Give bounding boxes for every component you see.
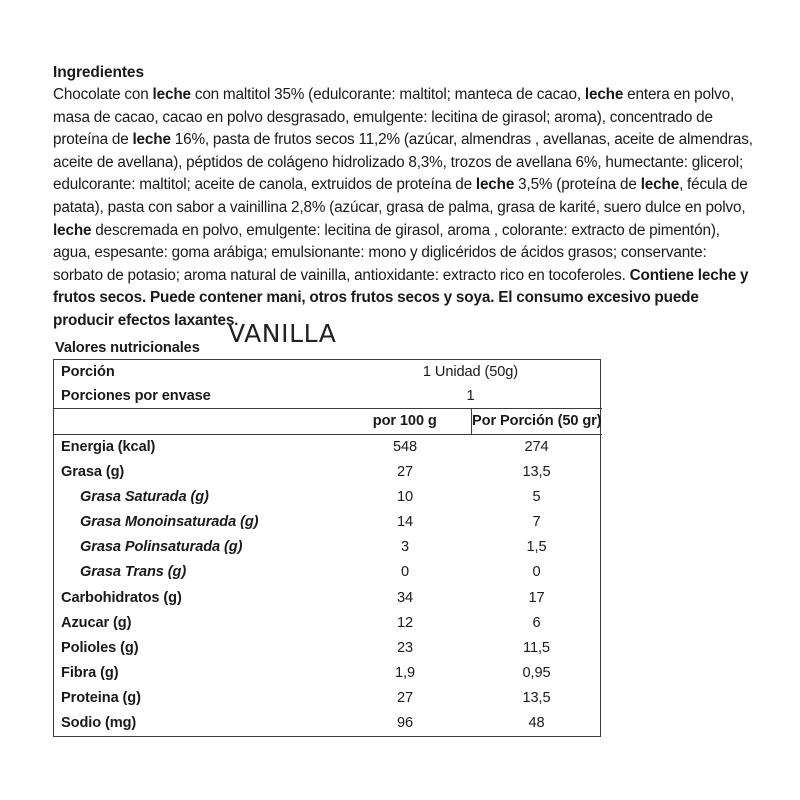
nutrient-row [54, 636, 602, 661]
flavor-name: VANILLA [228, 319, 337, 348]
nutrient-value-per-portion: 17 [528, 589, 545, 606]
nutrient-row [54, 485, 602, 510]
nutrient-row [54, 686, 602, 711]
nutrient-label: Carbohidratos (g) [61, 589, 182, 606]
nutrient-label: Grasa Saturada (g) [80, 489, 209, 506]
serving-label-porciones-por-envase: Porciones por envase [61, 388, 211, 404]
nutrient-value-per-portion: 11,5 [523, 639, 550, 656]
nutrient-row [54, 560, 602, 585]
serving-label-porcion: Porción [61, 364, 115, 380]
nutrient-row [54, 460, 602, 485]
serving-row-porciones-por-envase [54, 384, 602, 409]
nutrient-row [54, 661, 602, 686]
nutrient-value-per-100g: 27 [396, 464, 414, 481]
nutrient-label: Sodio (mg) [61, 715, 137, 732]
nutrient-value-per-100g: 3 [400, 539, 410, 556]
nutrient-value-per-100g: 12 [396, 614, 414, 631]
nutrient-label: Grasa Monoinsaturada (g) [80, 514, 259, 531]
nutrient-value-per-portion: 13,5 [522, 464, 551, 481]
nutrition-facts-table [53, 359, 601, 737]
nutrient-row [54, 711, 602, 736]
column-header-blank [54, 409, 339, 435]
nutrient-value-per-portion: 6 [532, 614, 541, 631]
nutrient-label: Grasa (g) [61, 464, 125, 481]
nutrient-value-per-100g: 10 [396, 489, 414, 506]
nutrient-value-per-100g: 27 [396, 689, 414, 706]
nutrition-table-body [54, 360, 602, 736]
nutrient-row [54, 586, 602, 611]
nutrient-value-per-portion: 48 [528, 715, 545, 732]
nutrient-value-per-100g: 96 [396, 715, 414, 732]
nutrient-value-per-100g: 1,9 [395, 664, 415, 681]
serving-row-porcion [54, 360, 602, 384]
serving-value-porcion: 1 Unidad (50g) [422, 364, 519, 380]
nutrient-label: Polioles (g) [61, 639, 139, 656]
nutrient-value-per-portion: 5 [532, 489, 541, 506]
nutrient-value-per-100g: 14 [396, 514, 414, 531]
nutrient-value-per-portion: 0,95 [522, 664, 551, 681]
ingredients-text: Chocolate con leche con maltitol 35% (edulcorante: maltitol; manteca de cacao, leche entera en polvo, masa de cacao, cacao en polvo desgrasado, emulgente: lecitina de girasol; aroma), concentrado de proteína de leche 16%, pasta de frutos secos 11,2% (azúcar, almendras , avellanas, aceite de almendras, aceite de avellana), péptidos de colágeno hidrolizado 8,3%, trozos de avellana 6%, humectante: glicerol; edulcorante: maltitol; aceite de canola, extruidos de proteína de leche 3,5% (proteína de leche, fécula de patata), pasta con sabor a vainillina 2,8% (azúcar, grasa de palma, grasa de karité, suero dulce en polvo, leche descremada en polvo, emulgente: lecitina de girasol, aroma , colorante: extracto de pimentón), agua, espesante: goma arábiga; emulsionante: mono y diglicéridos de ácidos grasos; conservante: sorbato de potasio; aroma natural de vainilla, antioxidante: extracto rico en tocoferoles. Contiene leche y frutos secos. Puede contener mani, otros frutos secos y soya. El consumo excesivo puede producir efectos laxantes. [53, 86, 753, 329]
nutrient-label: Energia (kcal) [61, 439, 156, 455]
nutrient-value-per-100g: 23 [396, 639, 414, 656]
nutrient-row [54, 435, 602, 460]
nutrient-value-per-100g: 34 [396, 589, 414, 606]
nutrition-table-grid [54, 360, 602, 736]
nutrient-label: Grasa Trans (g) [80, 564, 187, 581]
nutrient-label: Fibra (g) [61, 664, 119, 681]
serving-value-porciones-por-envase: 1 [466, 388, 475, 404]
column-header-row [54, 409, 602, 435]
nutrient-label: Azucar (g) [61, 614, 132, 631]
nutrient-value-per-100g: 548 [392, 439, 418, 455]
nutrient-value-per-100g: 0 [400, 564, 410, 581]
nutrient-value-per-portion: 13,5 [522, 689, 551, 706]
column-header-per-100g: por 100 g [372, 413, 437, 429]
nutrient-row [54, 611, 602, 636]
nutrient-label: Proteina (g) [61, 689, 141, 706]
nutrient-row [54, 535, 602, 560]
ingredients-heading: Ingredientes [53, 64, 144, 81]
nutrient-row [54, 510, 602, 535]
nutrient-value-per-portion: 7 [532, 514, 541, 531]
nutrient-value-per-portion: 1,5 [526, 539, 547, 556]
ingredients-section [53, 62, 753, 333]
nutrient-label: Grasa Polinsaturada (g) [80, 539, 243, 556]
column-header-per-portion: Por Porción (50 gr) [471, 409, 602, 435]
nutrition-table-caption: Valores nutricionales [55, 340, 200, 356]
nutrient-value-per-portion: 274 [524, 439, 549, 455]
nutrient-value-per-portion: 0 [532, 564, 541, 581]
